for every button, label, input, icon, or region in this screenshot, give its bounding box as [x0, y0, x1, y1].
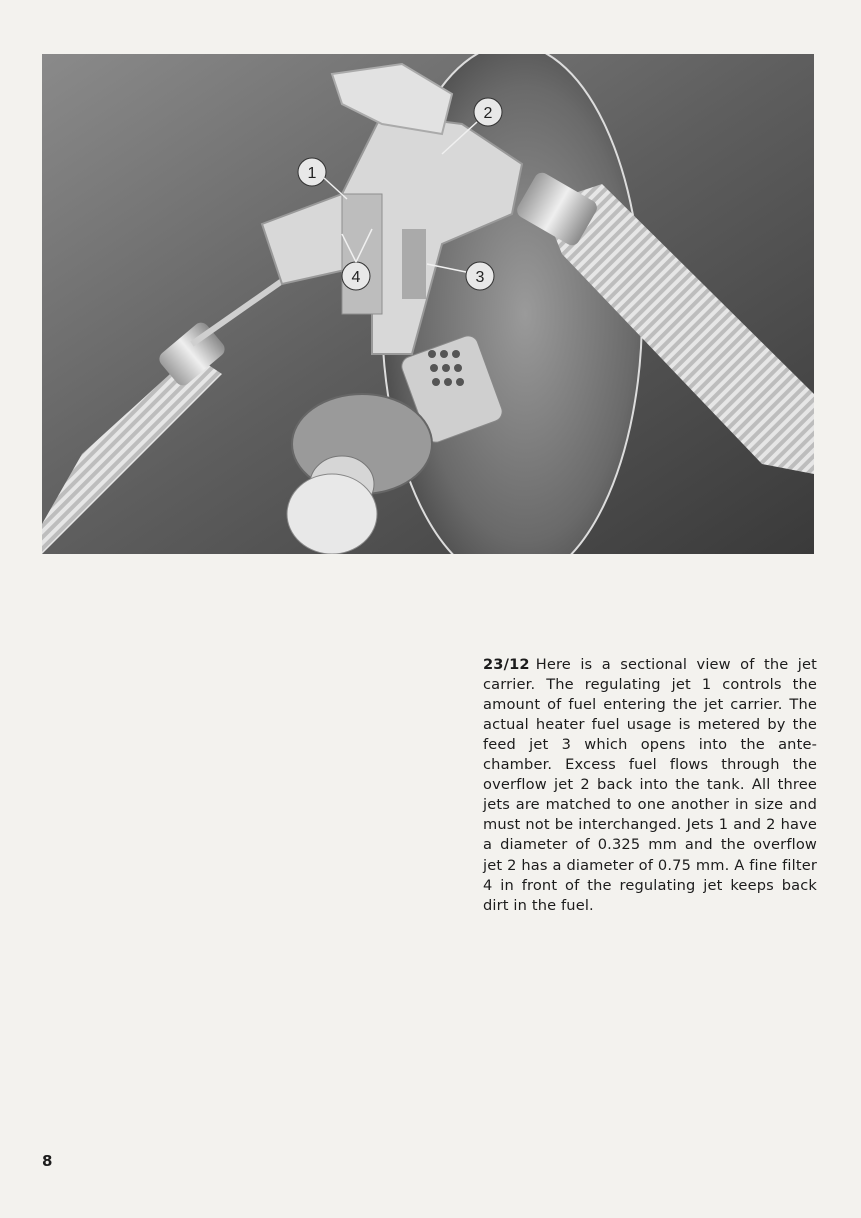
figure-number: 23/12 — [483, 655, 530, 673]
caption-text: Here is a sectional view of the jet carrier. The regulating jet 1 controls the amount of fuel entering the jet carrier. The actual heater fuel usage is metered by the feed jet 3 which opens into the ante-chamber. Excess fuel flows through the overflow jet 2 back into the tank. All three jets are matched to one another in size and must not be interchanged. Jets 1 and 2 have a diameter of 0.325 mm and the overflow jet 2 has a diameter of 0.75 mm. A fine filter 4 in front of the regulating jet keeps back dirt in the fuel. — [483, 655, 817, 914]
callout-1: 1 — [307, 165, 317, 182]
callout-4: 4 — [351, 269, 361, 286]
page-number: 8 — [42, 1152, 53, 1170]
jet-carrier-sectional-photo — [42, 54, 814, 554]
callout-2: 2 — [483, 105, 493, 122]
callout-3: 3 — [475, 269, 485, 286]
figure-caption — [483, 655, 817, 916]
